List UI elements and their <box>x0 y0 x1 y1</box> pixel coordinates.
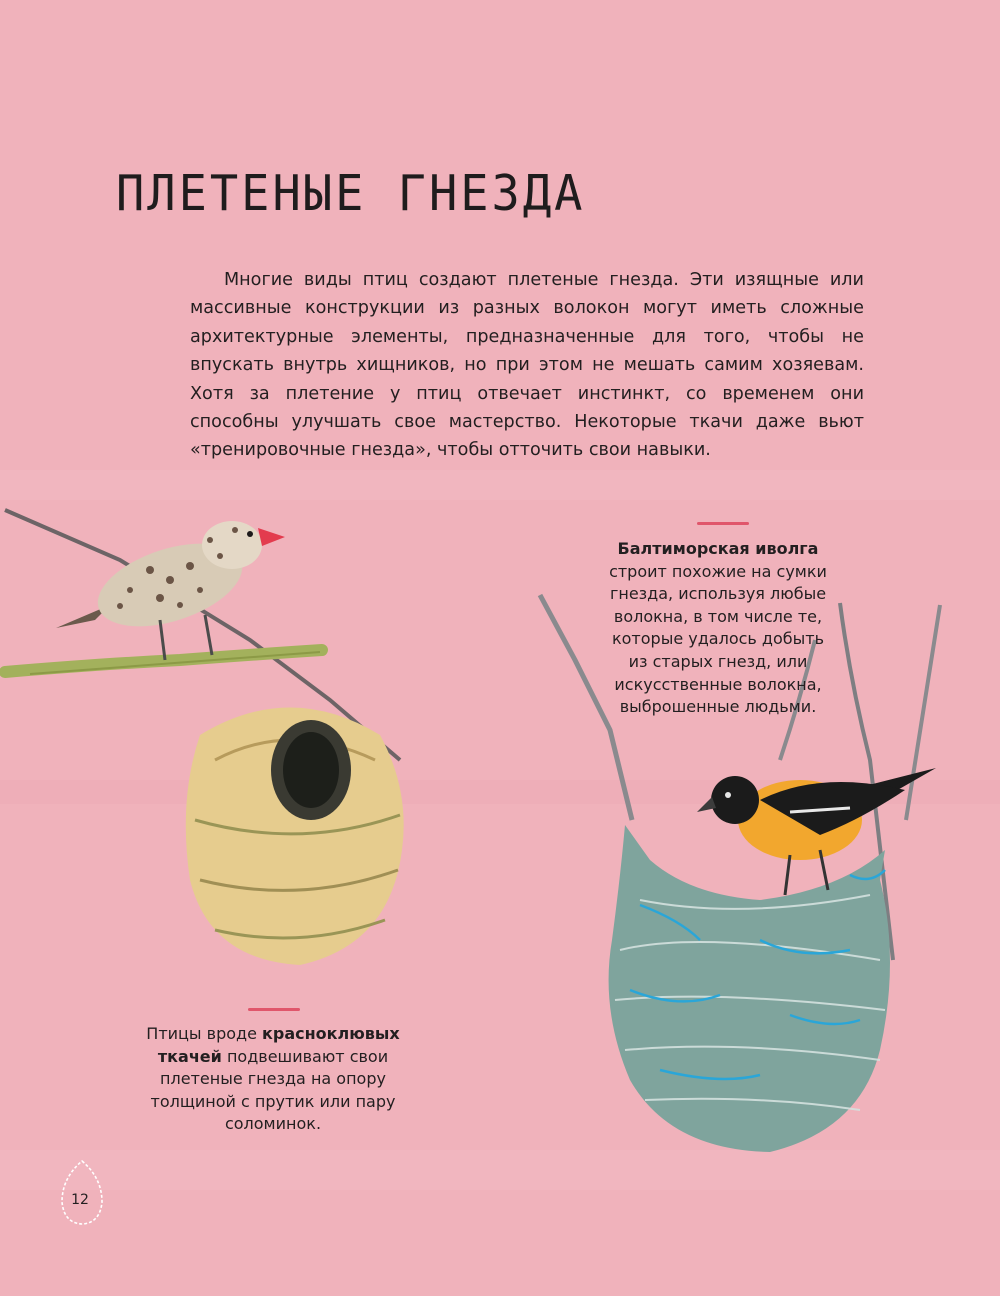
weaver-caption-pre: Птицы вроде <box>146 1024 263 1043</box>
intro-paragraph: Многие виды птиц создают плетеные гнезда. Эти изящные или массивные конструкции из разных волокон могут иметь сложные архитектурные элементы, предназначенные для того, чтобы не впускать внутрь хищников, но при этом не мешать самим хозяевам. Хотя за плетение у птиц отвечает инстинкт, со временем они способны улучшать свое мастерство. Некоторые ткачи даже вьют «тренировочные гнезда», чтобы отточить свои навыки. <box>190 270 864 461</box>
weaver-caption-post: подвешивают свои плетеные гнезда на опору толщиной с прутик или пару соломинок. <box>150 1046 396 1134</box>
weaver-caption-dash <box>248 1008 300 1011</box>
weaver-nest-icon <box>186 708 404 966</box>
weaver-caption <box>128 1023 418 1136</box>
page-title: ПЛЕТЕНЫЕ ГНЕЗДА <box>116 164 586 223</box>
oriole-caption-dash <box>697 522 749 525</box>
page-number-egg <box>58 1158 106 1226</box>
oriole-caption-text: строит похожие на сумки гнезда, используя любые волокна, в том числе те, которые удалось добыть из старых гнезд, или искусственные волокна, выброшенные людьми. <box>609 561 827 717</box>
oriole-nest-icon <box>609 825 890 1152</box>
oriole-bird-icon <box>697 768 936 895</box>
page-number: 12 <box>71 1192 89 1208</box>
weaver-caption-bold: красноклювых ткачей <box>157 1024 400 1066</box>
oriole-caption-bold: Балтиморская иволга <box>617 539 819 558</box>
oriole-caption <box>602 538 834 719</box>
